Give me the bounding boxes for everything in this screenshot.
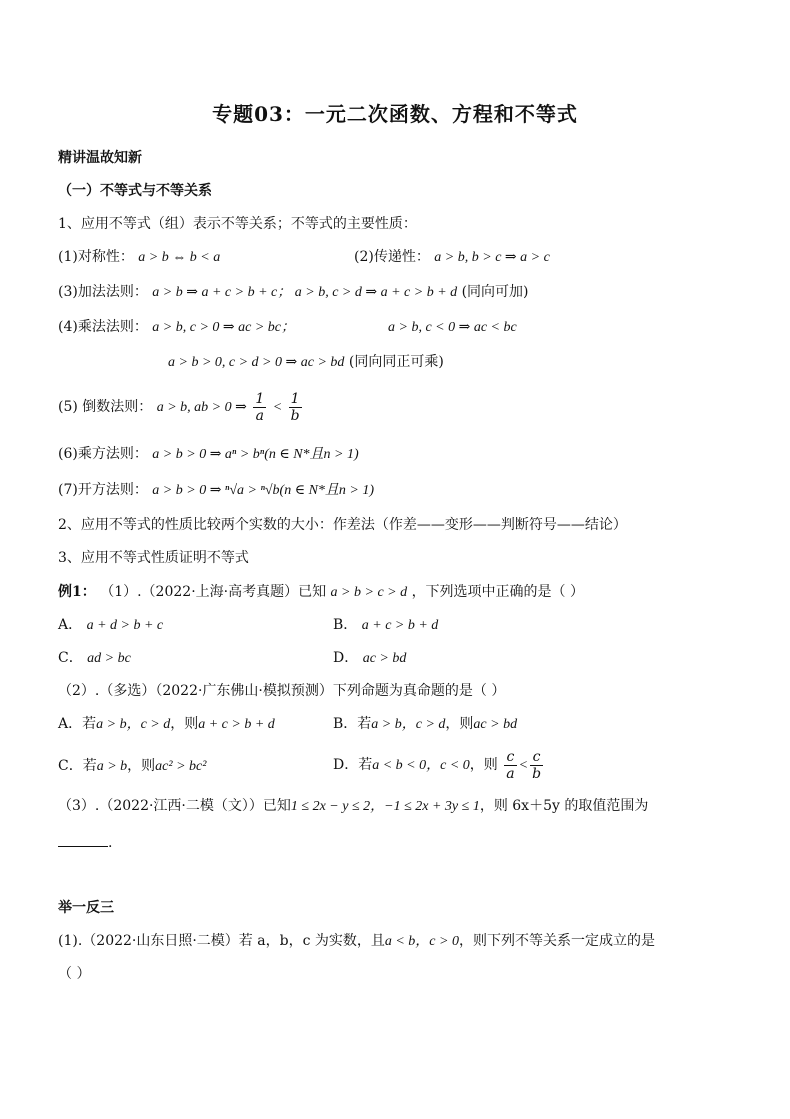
- item-3: 3、应用不等式性质证明不等式: [58, 550, 249, 566]
- q2-d-fraction-right: $\frac{c}{b}$: [532, 748, 542, 782]
- q2-option-a: A．若a > b，c > d，则a + c > b + d: [58, 716, 275, 732]
- section-header: 精讲温故知新: [58, 150, 142, 166]
- q1-option-d: D． ac > bd: [333, 650, 407, 666]
- property-6-math: a > b > 0 ⇒ aⁿ > bⁿ(n ∈ N*且n > 1): [152, 447, 359, 462]
- example-1-label: 例1：: [58, 584, 96, 600]
- q1-option-a: A． a + d > b + c: [58, 617, 164, 633]
- property-6: [58, 444, 359, 465]
- page-title: 专题03：一元二次函数、方程和不等式: [212, 102, 578, 126]
- q2-option-c: C．若a > b，则ac² > bc²: [58, 758, 207, 774]
- property-4-label: (4)乘法法则：: [58, 319, 148, 335]
- property-5-fraction-right: $\frac{1}{b}$: [290, 390, 300, 424]
- property-1-label: (1)对称性：: [58, 249, 134, 265]
- property-4-math3: a > b > 0, c > d > 0 ⇒ ac > bd: [168, 355, 345, 370]
- property-5: [58, 388, 304, 427]
- subsection-title: （一）不等式与不等关系: [58, 183, 212, 199]
- property-5-math: a > b, ab > 0 ⇒: [156, 400, 247, 415]
- property-2-label: (2)传递性：: [354, 249, 430, 265]
- example-1-q1: [58, 582, 584, 603]
- property-2-math: a > b, b > c ⇒ a > c: [434, 250, 550, 265]
- property-2: [354, 247, 550, 268]
- practice-1-paren: （ ）: [58, 966, 91, 982]
- property-4-note: (同向同正可乘): [348, 354, 444, 370]
- property-4-part3: [168, 352, 444, 373]
- property-4-math1: a > b, c > 0 ⇒ ac > bc；: [152, 320, 296, 335]
- property-7-math: a > b > 0 ⇒ ⁿ√a > ⁿ√b(n ∈ N*且n > 1): [152, 483, 375, 498]
- item-1: 1、应用不等式（组）表示不等关系；不等式的主要性质：: [58, 216, 417, 232]
- q2-option-d: D．若a < b < 0，c < 0，则 $\frac{c}{a}$ < $\frac{c}{b}$: [333, 748, 542, 782]
- property-1: [58, 247, 220, 268]
- property-4-math2: a > b, c < 0 ⇒ ac < bc: [388, 320, 517, 335]
- property-5-fraction-left: $\frac{1}{a}$: [255, 390, 265, 424]
- q3-answer-blank: .: [58, 832, 112, 853]
- property-1-math: a > b ⇔ b < a: [138, 250, 221, 265]
- property-3-note: (同向可加): [461, 284, 529, 300]
- property-3: [58, 282, 529, 303]
- example-1-q1-text: （1）.（2022·上海·高考真题）已知: [100, 584, 327, 600]
- example-1-q2: （2）.（多选）（2022·广东佛山·模拟预测）下列命题为真命题的是（ ）: [58, 683, 506, 699]
- q2-d-fraction-left: $\frac{c}{a}$: [506, 748, 515, 782]
- example-1-q3: （3）.（2022·江西·二模（文））已知1 ≤ 2x − y ≤ 2，−1 ≤ 2x + 3y ≤ 1，则 6x＋5y 的取值范围为: [58, 798, 649, 814]
- example-1-q1-math: a > b > c > d: [330, 585, 408, 600]
- property-6-label: (6)乘方法则：: [58, 446, 148, 462]
- answer-blank: [58, 832, 108, 847]
- property-5-label: (5) 倒数法则：: [58, 399, 153, 415]
- q1-option-c: C． ad > bc: [58, 650, 131, 666]
- property-4-part2: [388, 317, 517, 338]
- item-2: 2、应用不等式的性质比较两个实数的大小：作差法（作差——变形——判断符号——结论）: [58, 517, 627, 533]
- practice-header: 举一反三: [58, 900, 114, 916]
- example-1-q1-tail: ，下列选项中正确的是（ ）: [411, 584, 585, 600]
- property-7: [58, 480, 374, 501]
- property-3-label: (3)加法法则：: [58, 284, 148, 300]
- property-7-label: (7)开方法则：: [58, 482, 148, 498]
- property-5-lt: <: [272, 400, 283, 415]
- practice-1: (1).（2022·山东日照·二模）若 a，b，c 为实数，且a < b，c > 0，则下列不等关系一定成立的是: [58, 933, 655, 949]
- q2-option-b: B．若a > b，c > d，则ac > bd: [333, 716, 518, 732]
- q1-option-b: B． a + c > b + d: [333, 617, 439, 633]
- property-3-math: a > b ⇒ a + c > b + c； a > b, c > d ⇒ a + c > b + d: [152, 285, 458, 300]
- property-4: [58, 317, 295, 338]
